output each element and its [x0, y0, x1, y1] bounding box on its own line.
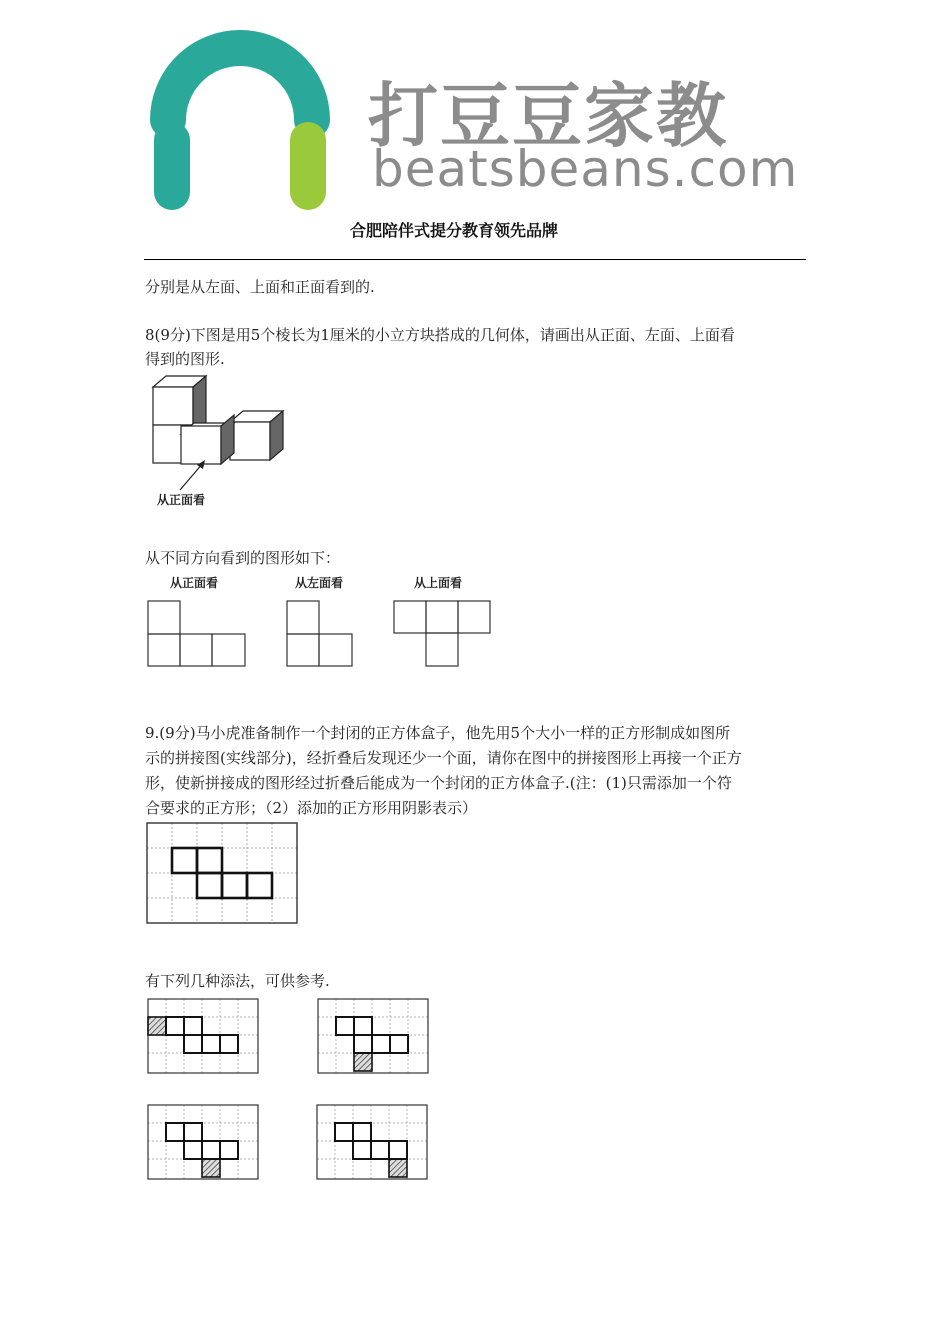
q9-line-3: 形，使新拼接成的图形经过折叠后能成为一个封闭的正方体盒子.(注：(1)只需添加一个符	[145, 774, 732, 792]
q8-cube-figure	[148, 372, 293, 467]
brand-domain: beatsbeans.com	[372, 140, 799, 198]
answer-grid-3	[147, 1104, 259, 1180]
answer-grid-4	[316, 1104, 428, 1180]
view-left	[286, 600, 354, 668]
q9-line-1: 9.(9分)马小虎准备制作一个封闭的正方体盒子，他先用5个大小一样的正方形制成如图所	[145, 724, 731, 742]
answer-grid-2	[317, 998, 429, 1074]
q8-line-2: 得到的图形.	[145, 350, 225, 368]
logo-icon	[140, 20, 340, 220]
q9-line-4: 合要求的正方形；（2）添加的正方形用阴影表示）	[145, 799, 478, 817]
brand-name-cn: 打豆豆家教	[368, 75, 728, 157]
slogan: 合肥陪伴式提分教育领先品牌	[350, 221, 559, 240]
view-label-top: 从上面看	[414, 576, 463, 590]
q8-figure-caption: 从正面看	[157, 493, 206, 507]
q9-line-2: 示的拼接图(实线部分)，经折叠后发现还少一个面，请你在图中的拼接图形上再接一个正方	[145, 749, 742, 767]
header-divider	[144, 259, 806, 260]
q8-answer-intro: 从不同方向看到的图形如下：	[145, 549, 341, 567]
intro-line: 分别是从左面、上面和正面看到的.	[145, 278, 375, 296]
arrow-icon	[175, 455, 215, 495]
q8-line-1: 8(9分)下图是用5个棱长为1厘米的小立方块搭成的几何体，请画出从正面、左面、上面看	[145, 326, 735, 344]
answer-grid-1	[147, 998, 259, 1074]
view-front	[147, 600, 247, 668]
view-label-front: 从正面看	[170, 576, 219, 590]
q9-net-grid	[146, 822, 298, 924]
view-label-left: 从左面看	[295, 576, 344, 590]
view-top	[393, 600, 493, 668]
q9-answer-intro: 有下列几种添法，可供参考.	[145, 972, 330, 990]
